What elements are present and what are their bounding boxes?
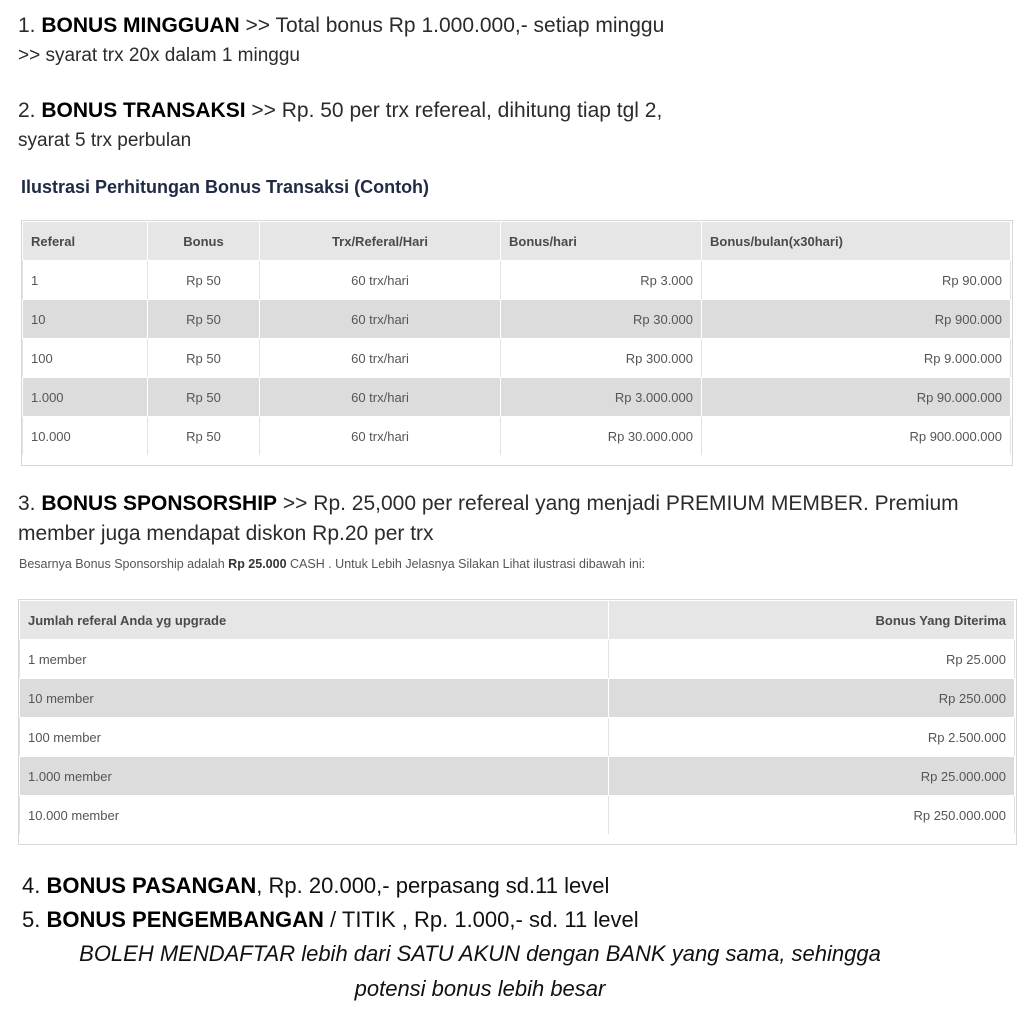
cell-trx: 60 trx/hari bbox=[260, 339, 501, 378]
cell-referal: 10 bbox=[23, 300, 148, 339]
table-row bbox=[20, 640, 1015, 679]
column-header-trx: Trx/Referal/Hari bbox=[260, 222, 501, 261]
column-header-bonus-hari: Bonus/hari bbox=[501, 222, 702, 261]
cell-referal: 1 bbox=[23, 261, 148, 300]
bonus-sponsorship-line bbox=[18, 492, 959, 516]
cell-trx: 60 trx/hari bbox=[260, 417, 501, 456]
column-header-bonus: Bonus bbox=[148, 222, 260, 261]
table-row bbox=[20, 796, 1015, 835]
cell-bonus-bulan: Rp 90.000.000 bbox=[702, 378, 1011, 417]
closing-note-line2: potensi bonus lebih besar bbox=[354, 976, 606, 1001]
cell-bonus-bulan: Rp 9.000.000 bbox=[702, 339, 1011, 378]
cell-bonus: Rp 2.500.000 bbox=[609, 718, 1015, 757]
bonus-mingguan-text: >> Total bonus Rp 1.000.000,- setiap minggu bbox=[239, 14, 665, 37]
cell-bonus: Rp 250.000.000 bbox=[609, 796, 1015, 835]
table-row bbox=[20, 718, 1015, 757]
cell-member: 1.000 member bbox=[20, 757, 609, 796]
bonus-mingguan-title: BONUS MINGGUAN bbox=[41, 14, 240, 37]
sponsorship-note bbox=[19, 557, 645, 571]
cell-bonus-hari: Rp 3.000 bbox=[501, 261, 702, 300]
cell-bonus-bulan: Rp 900.000 bbox=[702, 300, 1011, 339]
table-header-row bbox=[23, 222, 1011, 261]
cell-referal: 10.000 bbox=[23, 417, 148, 456]
cell-bonus: Rp 50 bbox=[148, 378, 260, 417]
note-amount: Rp 25.000 bbox=[228, 557, 287, 571]
cell-bonus: Rp 250.000 bbox=[609, 679, 1015, 718]
cell-member: 100 member bbox=[20, 718, 609, 757]
cell-referal: 1.000 bbox=[23, 378, 148, 417]
table-row bbox=[20, 757, 1015, 796]
column-header-referal: Referal bbox=[23, 222, 148, 261]
bonus-sponsorship-detail: member juga mendapat diskon Rp.20 per trx bbox=[18, 522, 434, 545]
cell-bonus: Rp 25.000.000 bbox=[609, 757, 1015, 796]
bonus-transaksi-text: >> Rp. 50 per trx refereal, dihitung tiap tgl 2, bbox=[245, 99, 663, 122]
cell-member: 1 member bbox=[20, 640, 609, 679]
table-row bbox=[23, 300, 1011, 339]
note-text: Besarnya Bonus Sponsorship adalah bbox=[19, 557, 229, 571]
column-header-bonus-diterima: Bonus Yang Diterima bbox=[609, 601, 1015, 640]
bonus-pasangan-title: BONUS PASANGAN bbox=[46, 873, 257, 898]
bonus-sponsorship-table bbox=[19, 600, 1015, 835]
bonus-number: 3. bbox=[18, 492, 42, 515]
closing-note-line1: BOLEH MENDAFTAR lebih dari SATU AKUN dengan BANK yang sama, sehingga bbox=[79, 941, 881, 966]
bonus-mingguan-requirement: >> syarat trx 20x dalam 1 minggu bbox=[18, 45, 300, 66]
cell-trx: 60 trx/hari bbox=[260, 300, 501, 339]
bonus-number: 5. bbox=[22, 907, 47, 932]
note-text: CASH . Untuk Lebih Jelasnya Silakan Lihat ilustrasi dibawah ini: bbox=[286, 557, 646, 571]
bonus-number: 1. bbox=[18, 14, 42, 37]
bonus-mingguan-line bbox=[18, 14, 664, 38]
cell-bonus-hari: Rp 30.000.000 bbox=[501, 417, 702, 456]
bonus-transaksi-requirement: syarat 5 trx perbulan bbox=[18, 130, 192, 151]
cell-bonus: Rp 50 bbox=[148, 339, 260, 378]
bonus-pengembangan-line bbox=[22, 907, 639, 933]
column-header-bonus-bulan: Bonus/bulan(x30hari) bbox=[702, 222, 1011, 261]
bonus-number: 4. bbox=[22, 873, 47, 898]
cell-member: 10 member bbox=[20, 679, 609, 718]
cell-bonus: Rp 50 bbox=[148, 417, 260, 456]
table-header-row bbox=[20, 601, 1015, 640]
column-header-jumlah-referal: Jumlah referal Anda yg upgrade bbox=[20, 601, 609, 640]
bonus-pasangan-text: , Rp. 20.000,- perpasang sd.11 level bbox=[256, 873, 610, 898]
bonus-transaksi-title: BONUS TRANSAKSI bbox=[41, 99, 246, 122]
bonus-pasangan-line bbox=[22, 873, 609, 899]
cell-trx: 60 trx/hari bbox=[260, 378, 501, 417]
illustration-title: Ilustrasi Perhitungan Bonus Transaksi (Contoh) bbox=[21, 177, 430, 197]
cell-bonus-hari: Rp 300.000 bbox=[501, 339, 702, 378]
cell-bonus: Rp 50 bbox=[148, 261, 260, 300]
cell-bonus-hari: Rp 3.000.000 bbox=[501, 378, 702, 417]
bonus-pengembangan-title: BONUS PENGEMBANGAN bbox=[46, 907, 324, 932]
bonus-transaksi-line bbox=[18, 99, 662, 123]
bonus-pengembangan-text: / TITIK , Rp. 1.000,- sd. 11 level bbox=[323, 907, 639, 932]
cell-bonus-bulan: Rp 90.000 bbox=[702, 261, 1011, 300]
bonus-transaksi-table bbox=[22, 221, 1011, 456]
table-row bbox=[23, 339, 1011, 378]
bonus-number: 2. bbox=[18, 99, 42, 122]
cell-member: 10.000 member bbox=[20, 796, 609, 835]
table-row bbox=[23, 417, 1011, 456]
bonus-sponsorship-text: >> Rp. 25,000 per refereal yang menjadi PREMIUM MEMBER. Premium bbox=[277, 492, 959, 515]
table-row bbox=[20, 679, 1015, 718]
bonus-sponsorship-title: BONUS SPONSORSHIP bbox=[41, 492, 278, 515]
table-row bbox=[23, 378, 1011, 417]
cell-bonus: Rp 50 bbox=[148, 300, 260, 339]
cell-referal: 100 bbox=[23, 339, 148, 378]
table-row bbox=[23, 261, 1011, 300]
cell-bonus-hari: Rp 30.000 bbox=[501, 300, 702, 339]
cell-bonus-bulan: Rp 900.000.000 bbox=[702, 417, 1011, 456]
cell-bonus: Rp 25.000 bbox=[609, 640, 1015, 679]
cell-trx: 60 trx/hari bbox=[260, 261, 501, 300]
